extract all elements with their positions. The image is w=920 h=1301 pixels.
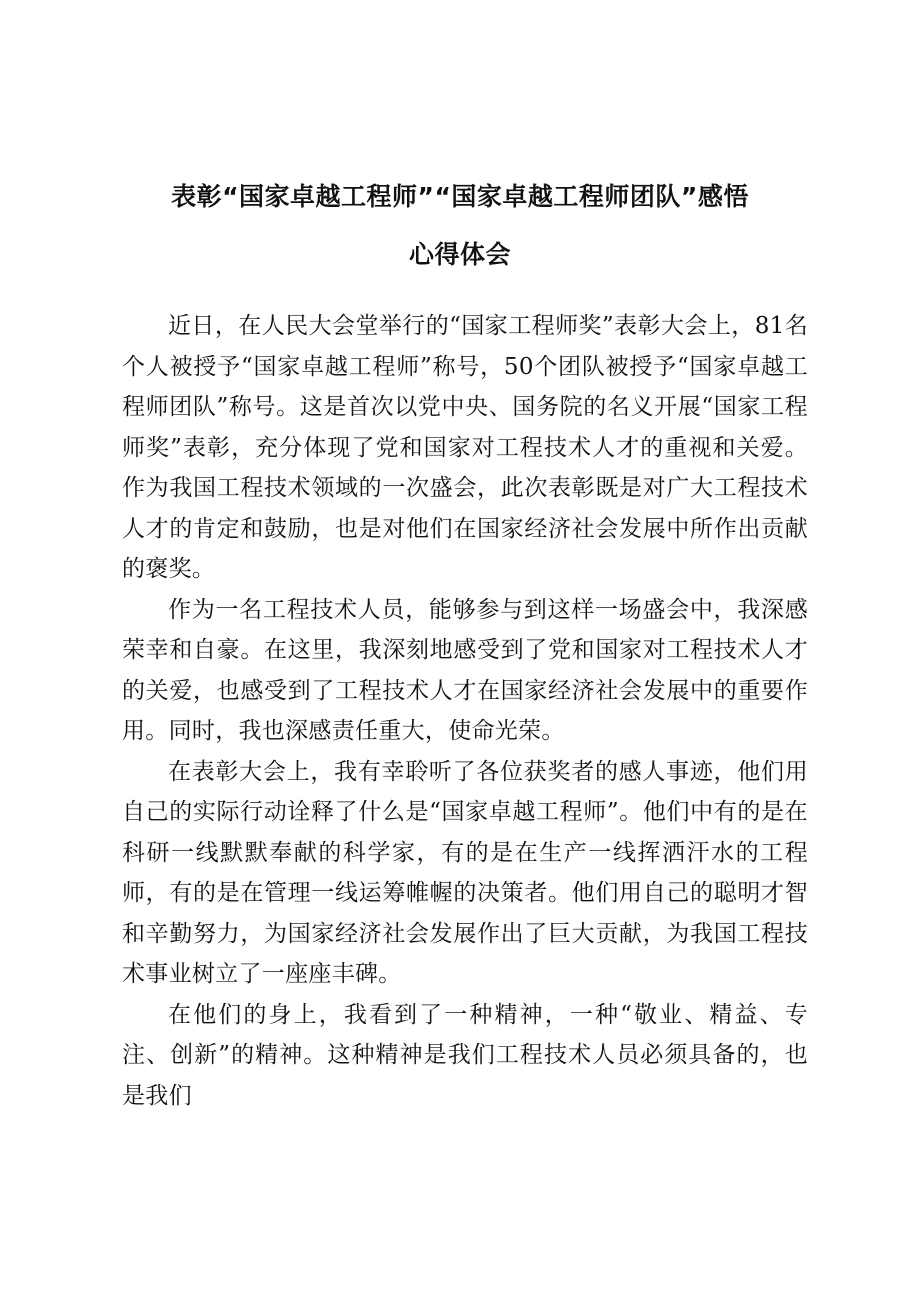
paragraph-1: 近日，在人民大会堂举行的“国家工程师奖”表彰大会上，81名个人被授予“国家卓越工程师”称号，50个团队被授予“国家卓越工程师团队”称号。这是首次以党中央、国务院的名义开展“国家工程师奖”表彰，充分体现了党和国家对工程技术人才的重视和关爱。作为我国工程技术领域的一次盛会，此次表彰既是对广大工程技术人才的肯定和鼓励，也是对他们在国家经济社会发展中所作出贡献的褒奖。 (122, 313, 808, 582)
document-body (122, 306, 808, 1116)
title-line-2: 心得体会 (408, 240, 511, 269)
paragraph-2: 作为一名工程技术人员，能够参与到这样一场盛会中，我深感荣幸和自豪。在这里，我深刻地感受到了党和国家对工程技术人才的关爱，也感受到了工程技术人才在国家经济社会发展中的重要作用。同时，我也深感责任重大，使命光荣。 (122, 596, 808, 744)
paragraph-4: 在他们的身上，我看到了一种精神，一种“敬业、精益、专注、创新”的精神。这种精神是我们工程技术人员必须具备的，也是我们 (122, 1001, 808, 1109)
paragraph-3: 在表彰大会上，我有幸聆听了各位获奖者的感人事迹，他们用自己的实际行动诠释了什么是“国家卓越工程师”。他们中有的是在科研一线默默奉献的科学家，有的是在生产一线挥洒汗水的工程师，有的是在管理一线运筹帷幄的决策者。他们用自己的聪明才智和辛勤努力，为国家经济社会发展作出了巨大贡献，为我国工程技术事业树立了一座座丰碑。 (122, 758, 808, 987)
title-line-1: 表彰“国家卓越工程师”“国家卓越工程师团队”感悟 (171, 182, 749, 211)
document-title (118, 168, 802, 284)
